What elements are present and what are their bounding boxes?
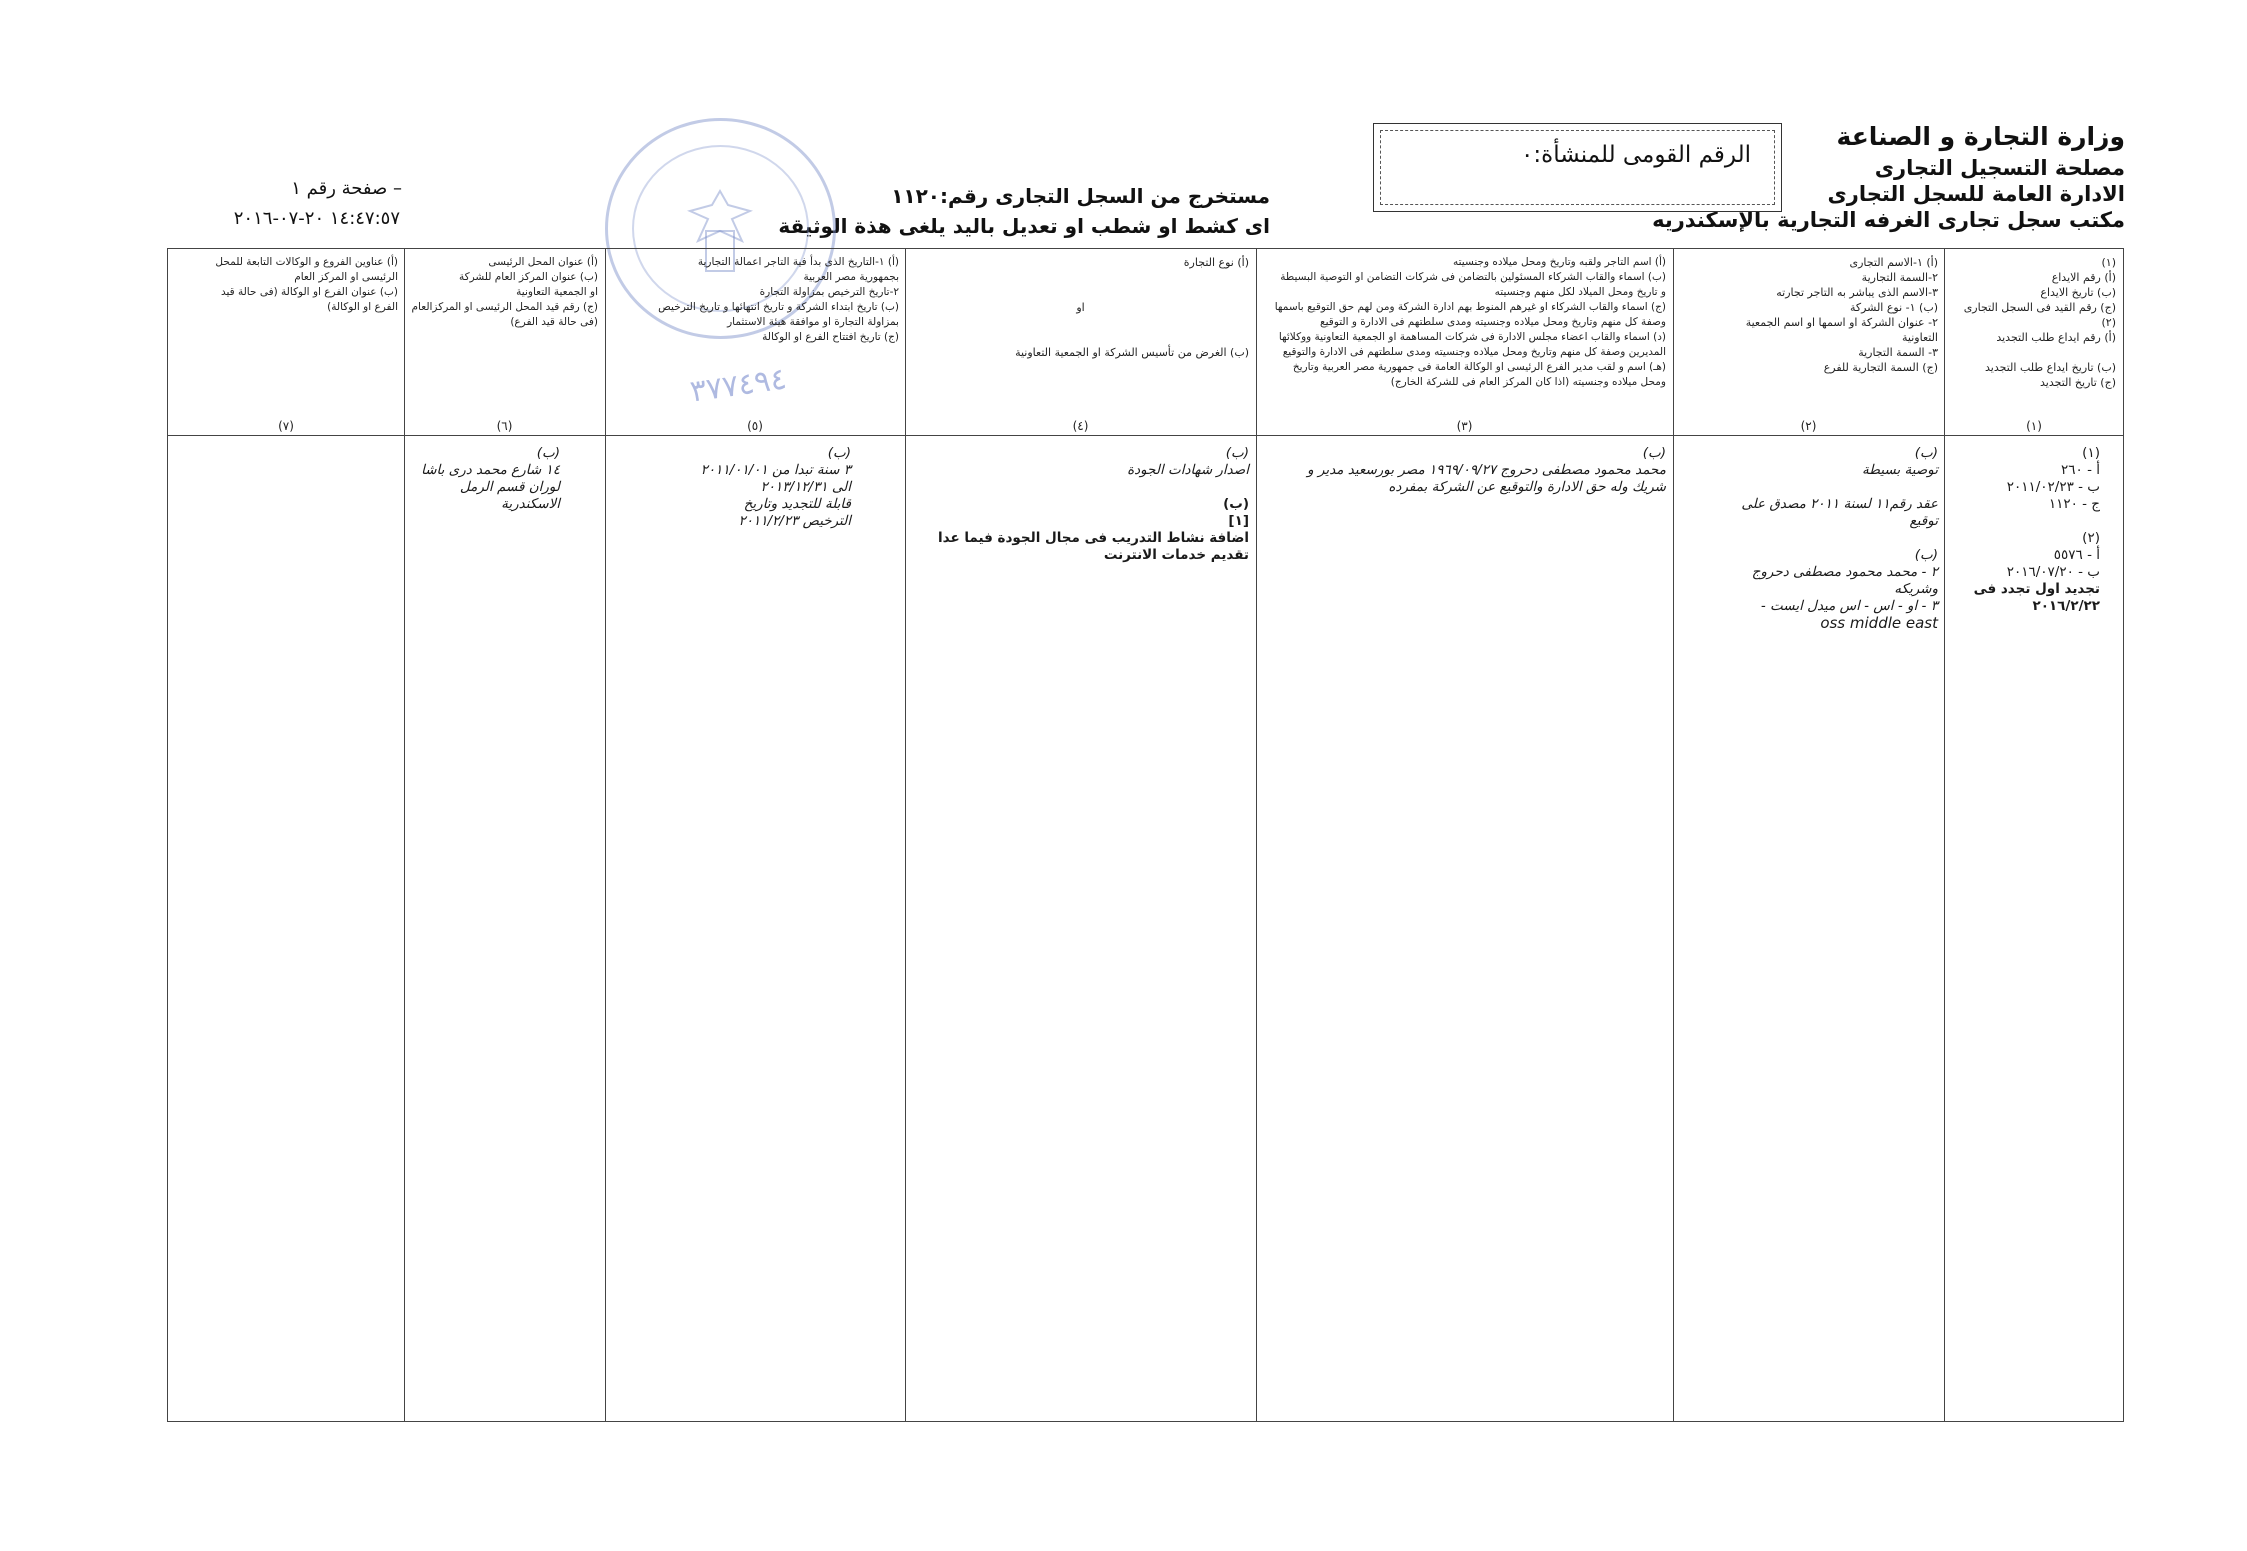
column-2-number: (٢) (1800, 419, 1817, 433)
department-title: الادارة العامة للسجل التجارى (1827, 182, 2125, 206)
column-4-header: (أ) نوع التجارة او (ب) الغرض من تأسيس الشركة او الجمعية التعاونية (1015, 256, 1249, 359)
stamp-number: ٣٧٧٤٩٤ (688, 361, 789, 410)
column-7-number: (٧) (278, 419, 294, 433)
register-table (167, 248, 2124, 1422)
warning-text: اى كشط او شطب او تعديل باليد يلغى هذة الوثيقة (778, 214, 1270, 238)
column-6-header: (أ) عنوان المحل الرئيسى (ب) عنوان المركز العام للشركة او الجمعية التعاونية (ج) رقم قيد المحل الرئيسى او المركزالعام (فى حالة قيد الفرع) (411, 256, 598, 328)
national-id-box (1373, 123, 1782, 212)
column-7-header: (أ) عناوين الفروع و الوكالات التابعة للمحل الرئيسى او المركز العام (ب) عنوان الفرع او الوكالة (فى حالة قيد الفرع او الوكالة) (215, 256, 398, 313)
column-6-content: (ب) ١٤ شارع محمد درى باشا لوران قسم الرمل الاسكندرية (421, 445, 560, 512)
page-number: – صفحة رقم ١ (291, 178, 402, 199)
column-3-content: (ب) محمد محمود مصطفى دحروج ١٩٦٩/٠٩/٢٧ مصر بورسعيد مدير و شريك وله حق الادارة والتوقيع عن الشركة بمفرده (1307, 445, 1666, 495)
column-5-number: (٥) (747, 419, 763, 433)
column-6-number: (٦) (496, 419, 513, 433)
column-5-content: (ب) ٣ سنة تبدا من ٢٠١١/٠١/٠١ الى ٢٠١٣/١٢/٣١ قابلة للتجديد وتاريخ الترخيص ٢٠١١/٢/٢٣ (700, 445, 851, 529)
national-id-label: الرقم القومى للمنشأة:٠ (1521, 142, 1751, 168)
column-2-content: (ب) توصية بسيطة عقد رقم١١ لسنة ٢٠١١ مصدق على توقيع (ب) ٢ - محمد محمود مصطفى دحروج وشريكه ٣ - او - اس - اس ميدل ايست - oss middle east (1741, 445, 1938, 632)
column-4-content: (ب) اصدار شهادات الجودة (ب) [١] اضافة نشاط التدريب فى مجال الجودة فيما عدا تقديم خدمات الانترنت (938, 445, 1249, 563)
ministry-title: وزارة التجارة و الصناعة (1836, 122, 2125, 151)
column-3-number: (٣) (1456, 419, 1473, 433)
column-1-number: (١) (2026, 419, 2042, 433)
column-1-content: (١) أ - ٢٦٠ ب - ٢٠١١/٠٢/٢٣ ج - ١١٢٠ (٢) أ - ٥٥٧٦ ب - ٢٠١٦/٠٧/٢٠ تجديد اول تجدد فى ٢٠١٦/٢/٢٢ (1973, 445, 2100, 614)
extract-title: مستخرج من السجل التجارى رقم:١١٢٠ (891, 184, 1270, 208)
column-5-header: (أ) ١-التاريخ الذى بدأ فية التاجر اعمالة التجارية بجمهورية مصر العربية ٢-تاريخ الترخيص بمزاولة التجارة (ب) تاريخ ابتداء الشركة و تاريخ انتهائها و تاريخ الترخيص بمزاولة التجارة او موافقة هيئة الاستثمار (ج) تاريخ افتتاح الفرع او الوكالة (658, 256, 899, 343)
column-1-header: (١) (أ) رقم الايداع (ب) تاريخ الايداع (ج) رقم القيد فى السجل التجارى (٢) (أ) رقم ايداع طلب التجديد (ب) تاريخ ايداع طلب التجديد (ج) تاريخ التجديد (1963, 256, 2116, 389)
print-timestamp: ١٤:٤٧:٥٧ ٢٠-٠٧-٢٠١٦ (233, 208, 400, 229)
column-2-header: (أ) ١-الاسم التجارى ٢-السمة التجارية ٣-الاسم الذى يباشر به التاجر تجارته (ب) ١- نوع الشركة ٢- عنوان الشركة او اسمها او اسم الجمعية التعاونية ٣- السمة التجارية (ج) السمة التجارية للفرع (1745, 256, 1938, 374)
column-4-number: (٤) (1072, 419, 1089, 433)
column-3-header: (أ) اسم التاجر ولقبه وتاريخ ومحل ميلاده وجنسيته (ب) اسماء والقاب الشركاء المسئولين بالتضامن فى شركات التضامن او التوصية البسيطة و تاريخ ومحل الميلاد لكل منهم وجنسيته (ج) اسماء والقاب الشركاء او غيرهم المنوط بهم ادارة الشركة ومن لهم حق التوقيع باسمها وصفة كل منهم وتاريخ ومحل ميلاده وجنسيته ومدى سلطتهم فى الادارة و التوقيع (د) اسماء والقاب اعضاء مجلس الادارة فى شركات المساهمة او الجمعية التعاونية ووكلائها المديرين وصفة كل منهم وتاريخ ومحل ميلاده وجنسيته ومدى سلطتهم فى الادارة والتوقيع (هـ) اسم و لقب مدير الفرع الرئيسى او الوكالة العامة فى جمهورية مصر العربية وتاريخ ومحل ميلاده وجنسيته (اذا كان المركز العام فى للشركة الخارج) (1274, 256, 1666, 388)
authority-title: مصلحة التسجيل التجارى (1874, 156, 2125, 180)
office-title: مكتب سجل تجارى الغرفه التجارية بالإسكندريه (1652, 208, 2125, 232)
